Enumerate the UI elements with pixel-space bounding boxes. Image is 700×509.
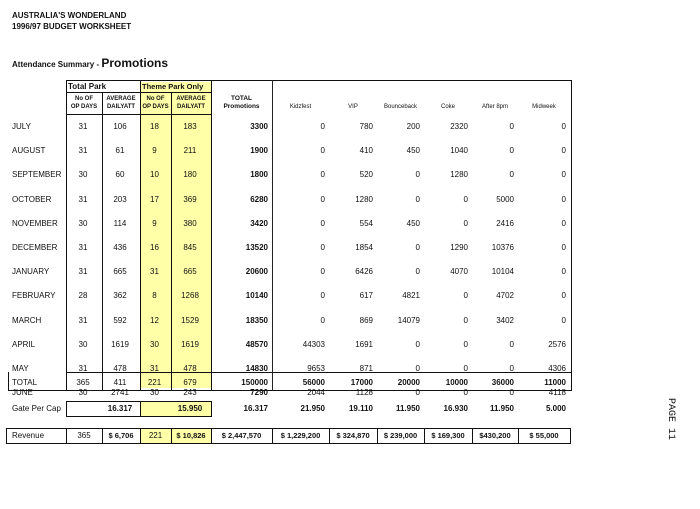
cell-after8: 0 xyxy=(509,146,514,156)
cell-tp-days: 31 xyxy=(78,267,88,277)
grid-col-total xyxy=(272,80,273,391)
cell-tp-days: 30 xyxy=(78,218,88,228)
cell-vip: 617 xyxy=(359,291,373,301)
col-header-line: No OF xyxy=(146,96,165,102)
cell-th-days: 10 xyxy=(150,170,159,180)
revenue-divider xyxy=(102,428,103,444)
cell-th-days: 12 xyxy=(150,315,159,325)
cell-tp-days: 31 xyxy=(78,315,88,325)
revenue-vip: $ 324,870 xyxy=(336,431,370,440)
month-label: FEBRUARY xyxy=(12,291,56,301)
page-number: PAGE 11 xyxy=(665,398,676,441)
cell-vip: 1854 xyxy=(355,243,373,252)
total-bounceback: 20000 xyxy=(397,378,420,387)
cell-midweek: 0 xyxy=(561,122,566,131)
revenue-bounceback: $ 239,000 xyxy=(383,431,418,440)
cell-kidzfest: 0 xyxy=(320,243,325,252)
cell-after8: 10104 xyxy=(491,267,514,277)
gate-midweek: 5.000 xyxy=(545,404,566,413)
cell-midweek: 4118 xyxy=(548,388,566,398)
month-label: MAY xyxy=(12,364,29,373)
month-label: NOVEMBER xyxy=(12,218,58,228)
cell-tp-avg: 2741 xyxy=(111,388,129,398)
cell-th-avg: 180 xyxy=(183,170,197,180)
month-label: AUGUST xyxy=(12,146,46,156)
cell-tp-avg: 592 xyxy=(113,315,127,325)
cell-th-avg: 665 xyxy=(183,267,197,277)
gate-total: 16.317 xyxy=(243,404,268,413)
cell-th-avg: 183 xyxy=(183,122,197,131)
cell-th-avg: 478 xyxy=(183,364,197,373)
gate-after8: 11.950 xyxy=(489,404,514,413)
header-box-left xyxy=(66,80,212,391)
month-label: JULY xyxy=(12,122,31,131)
cell-tp-days: 30 xyxy=(78,388,88,398)
header-top-right xyxy=(211,80,571,81)
cell-coke: 0 xyxy=(463,388,468,398)
cell-total: 1800 xyxy=(250,170,268,180)
cell-vip: 1280 xyxy=(355,194,373,204)
cell-tp-days: 31 xyxy=(78,194,88,204)
total-midweek: 11000 xyxy=(544,378,566,387)
cell-tp-days: 30 xyxy=(78,339,88,349)
cell-tp-days: 31 xyxy=(78,146,88,156)
cell-th-days: 31 xyxy=(150,364,159,373)
cell-th-avg: 243 xyxy=(183,388,197,398)
cell-total: 48570 xyxy=(245,339,268,349)
cell-bounceback: 200 xyxy=(406,122,420,131)
revenue-divider xyxy=(377,428,378,444)
cell-kidzfest: 0 xyxy=(320,291,325,301)
cell-th-days: 17 xyxy=(150,194,159,204)
gate-vip: 19.110 xyxy=(348,404,373,413)
cell-bounceback: 0 xyxy=(415,267,420,277)
cell-tp-avg: 60 xyxy=(115,170,125,180)
grid-right-edge xyxy=(571,80,572,391)
cell-after8: 10376 xyxy=(491,243,514,252)
total-label: TOTAL xyxy=(12,378,38,387)
cell-tp-days: 31 xyxy=(78,243,88,252)
cell-vip: 871 xyxy=(359,364,373,373)
cell-coke: 1280 xyxy=(450,170,468,180)
cell-th-avg: 1529 xyxy=(181,315,199,325)
cell-midweek: 0 xyxy=(561,194,566,204)
total-th-avg: 679 xyxy=(183,378,197,387)
revenue-midweek: $ 55,000 xyxy=(529,431,559,440)
revenue-tp-avg: $ 6,706 xyxy=(108,431,134,440)
col-header-line: No OF xyxy=(75,96,93,102)
month-label: JANUARY xyxy=(12,267,50,277)
cell-th-avg: 845 xyxy=(183,243,197,252)
cell-coke: 0 xyxy=(463,291,468,301)
col-header-vip: VIP xyxy=(348,104,358,110)
total-coke: 10000 xyxy=(445,378,468,387)
cell-midweek: 2576 xyxy=(548,339,566,349)
cell-after8: 5000 xyxy=(496,194,514,204)
cell-bounceback: 4821 xyxy=(402,291,420,301)
revenue-tp-days: 365 xyxy=(77,431,91,440)
cell-bounceback: 0 xyxy=(415,243,420,252)
revenue-box xyxy=(6,428,571,444)
revenue-divider xyxy=(171,428,172,444)
revenue-divider xyxy=(472,428,473,444)
cell-vip: 869 xyxy=(359,315,373,325)
cell-coke: 0 xyxy=(463,339,468,349)
col-header-line: DAILYATT xyxy=(176,104,206,110)
month-label: OCTOBER xyxy=(12,194,52,204)
total-row-bottom xyxy=(8,390,571,391)
cell-kidzfest: 9653 xyxy=(307,364,325,373)
cell-vip: 1691 xyxy=(355,339,373,349)
cell-coke: 0 xyxy=(463,194,468,204)
cell-midweek: 0 xyxy=(561,267,566,277)
col-header-line: Promotions xyxy=(223,103,260,110)
gate-coke: 16.930 xyxy=(443,404,468,413)
grid-col-1 xyxy=(102,92,103,391)
month-label: SEPTEMBER xyxy=(12,170,62,180)
cell-tp-avg: 114 xyxy=(113,218,127,228)
month-label: MARCH xyxy=(12,315,42,325)
cell-tp-days: 30 xyxy=(78,170,88,180)
gate-kidzfest: 21.950 xyxy=(300,404,325,413)
cell-bounceback: 0 xyxy=(415,194,420,204)
revenue-divider xyxy=(329,428,330,444)
cell-bounceback: 14079 xyxy=(397,315,420,325)
col-header-line: TOTAL xyxy=(230,95,253,102)
cell-total: 14830 xyxy=(245,364,268,373)
grid-col-2 xyxy=(140,80,141,391)
cell-total: 3300 xyxy=(250,122,268,131)
gate-tp-avg: 16.317 xyxy=(107,404,133,413)
total-total: 150000 xyxy=(241,378,268,387)
col-header-total xyxy=(211,95,272,113)
cell-kidzfest: 0 xyxy=(320,170,325,180)
cell-th-days: 9 xyxy=(152,146,157,156)
total-vip: 17000 xyxy=(350,378,373,387)
gate-divider xyxy=(140,401,141,417)
cell-coke: 1290 xyxy=(450,243,468,252)
cell-bounceback: 0 xyxy=(415,364,420,373)
cell-midweek: 0 xyxy=(561,315,566,325)
revenue-divider xyxy=(272,428,273,444)
revenue-coke: $ 169,300 xyxy=(431,431,465,440)
revenue-divider xyxy=(140,428,141,444)
cell-midweek: 4306 xyxy=(548,364,566,373)
col-header-line: OP DAYS xyxy=(142,104,169,110)
revenue-after8: $430,200 xyxy=(479,431,511,440)
cell-kidzfest: 0 xyxy=(320,315,325,325)
cell-th-avg: 1619 xyxy=(181,339,199,349)
revenue-label: Revenue xyxy=(12,431,45,440)
cell-after8: 0 xyxy=(509,122,514,131)
cell-total: 1900 xyxy=(250,146,268,156)
cell-tp-avg: 61 xyxy=(115,146,125,156)
header-divider xyxy=(66,92,212,93)
cell-coke: 4070 xyxy=(450,267,468,277)
cell-coke: 1040 xyxy=(450,146,468,156)
total-kidzfest: 56000 xyxy=(302,378,325,387)
gate-bounceback: 11.950 xyxy=(395,404,420,413)
cell-coke: 2320 xyxy=(450,122,468,131)
theme-park-label: Theme Park Only xyxy=(142,82,204,91)
cell-th-avg: 380 xyxy=(183,218,197,228)
cell-th-days: 9 xyxy=(152,218,157,228)
total-tp-avg: 411 xyxy=(113,378,127,387)
cell-after8: 4702 xyxy=(496,291,514,301)
cell-after8: 2416 xyxy=(496,218,514,228)
cell-after8: 0 xyxy=(509,339,514,349)
cell-total: 10140 xyxy=(245,291,268,301)
cell-tp-avg: 478 xyxy=(113,364,127,373)
cell-th-days: 31 xyxy=(150,267,159,277)
cell-total: 18350 xyxy=(245,315,268,325)
gate-th-avg: 15.950 xyxy=(177,404,203,413)
cell-total: 6280 xyxy=(250,194,268,204)
cell-vip: 554 xyxy=(359,218,373,228)
gate-box xyxy=(66,401,212,417)
worksheet-title: 1996/97 BUDGET WORKSHEET xyxy=(12,22,132,31)
cell-tp-avg: 106 xyxy=(113,122,127,131)
revenue-kidzfest: $ 1,229,200 xyxy=(280,431,321,440)
cell-total: 3420 xyxy=(250,218,268,228)
col-header-bounceback: Bounceback xyxy=(383,104,418,110)
cell-after8: 0 xyxy=(509,388,514,398)
cell-bounceback: 0 xyxy=(415,339,420,349)
total-tp-days: 365 xyxy=(76,378,90,387)
cell-th-avg: 1268 xyxy=(181,291,199,301)
col-header-coke: Coke xyxy=(440,104,455,110)
revenue-divider xyxy=(518,428,519,444)
cell-coke: 0 xyxy=(463,364,468,373)
cell-th-days: 30 xyxy=(150,339,159,349)
cell-th-days: 18 xyxy=(150,122,159,131)
cell-vip: 410 xyxy=(359,146,373,156)
cell-tp-days: 31 xyxy=(78,364,88,373)
col-header-line: AVERAGE xyxy=(106,96,136,102)
cell-midweek: 0 xyxy=(561,243,566,252)
cell-coke: 0 xyxy=(463,315,468,325)
cell-tp-days: 31 xyxy=(78,122,88,131)
grid-col-3 xyxy=(171,92,172,391)
cell-th-days: 16 xyxy=(150,243,159,252)
revenue-divider xyxy=(66,428,67,444)
cell-tp-avg: 436 xyxy=(113,243,127,252)
cell-after8: 0 xyxy=(509,364,514,373)
cell-vip: 780 xyxy=(359,122,373,131)
col-header-after8: After 8pm xyxy=(481,104,508,110)
cell-after8: 3402 xyxy=(496,315,514,325)
revenue-divider xyxy=(424,428,425,444)
cell-kidzfest: 0 xyxy=(320,122,325,131)
cell-th-avg: 369 xyxy=(183,194,197,204)
cell-tp-avg: 1619 xyxy=(111,339,129,349)
cell-tp-avg: 362 xyxy=(113,291,127,301)
cell-kidzfest: 44303 xyxy=(302,339,325,349)
cell-tp-days: 28 xyxy=(78,291,88,301)
cell-kidzfest: 0 xyxy=(320,194,325,204)
revenue-th-days: 221 xyxy=(148,431,163,440)
cell-tp-avg: 203 xyxy=(113,194,127,204)
cell-vip: 6426 xyxy=(355,267,373,277)
cell-kidzfest: 2044 xyxy=(307,388,325,398)
month-label: APRIL xyxy=(12,339,36,349)
cell-midweek: 0 xyxy=(561,146,566,156)
section-title: Promotions xyxy=(101,56,169,70)
cell-total: 13520 xyxy=(245,243,268,252)
cell-bounceback: 450 xyxy=(406,146,420,156)
cell-coke: 0 xyxy=(463,218,468,228)
cell-total: 7290 xyxy=(250,388,268,398)
cell-bounceback: 0 xyxy=(415,388,420,398)
cell-bounceback: 450 xyxy=(406,218,420,228)
cell-bounceback: 0 xyxy=(415,170,420,180)
revenue-divider xyxy=(211,428,212,444)
cell-midweek: 0 xyxy=(561,170,566,180)
subheader-divider xyxy=(66,114,212,115)
cell-tp-avg: 665 xyxy=(113,267,127,277)
cell-kidzfest: 0 xyxy=(320,267,325,277)
revenue-total: $ 2,447,570 xyxy=(221,431,262,440)
month-label: DECEMBER xyxy=(12,243,58,252)
cell-vip: 1128 xyxy=(355,388,373,398)
cell-th-days: 30 xyxy=(150,388,159,398)
col-header-line: OP DAYS xyxy=(70,104,98,110)
col-header-line: AVERAGE xyxy=(176,96,206,102)
cell-total: 20600 xyxy=(245,267,268,277)
total-after8: 36000 xyxy=(491,378,514,387)
section-prefix: Attendance Summary - xyxy=(12,60,102,69)
cell-kidzfest: 0 xyxy=(320,146,325,156)
cell-kidzfest: 0 xyxy=(320,218,325,228)
col-header-line: DAILYATT xyxy=(106,104,136,110)
cell-midweek: 0 xyxy=(561,218,566,228)
total-park-label: Total Park xyxy=(68,82,107,91)
company-name: AUSTRALIA'S WONDERLAND xyxy=(12,11,127,20)
month-label: JUNE xyxy=(12,388,33,398)
gate-label: Gate Per Cap xyxy=(12,404,61,413)
col-header-midweek: Midweek xyxy=(532,104,556,110)
total-th-days: 221 xyxy=(147,378,162,387)
cell-vip: 520 xyxy=(359,170,373,180)
cell-after8: 0 xyxy=(509,170,514,180)
grid-left-total xyxy=(8,372,9,390)
cell-midweek: 0 xyxy=(561,291,566,301)
cell-th-avg: 211 xyxy=(183,146,197,156)
total-row-top xyxy=(66,372,571,373)
revenue-th-avg: $ 10,826 xyxy=(176,431,206,440)
col-header-kidzfest: Kidzfest xyxy=(289,104,312,110)
cell-th-days: 8 xyxy=(152,291,157,301)
